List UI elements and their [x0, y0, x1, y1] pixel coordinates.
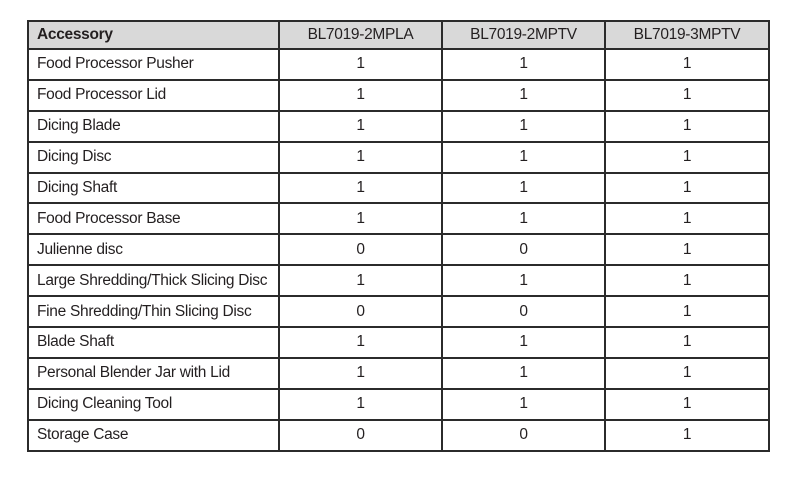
accessory-name-cell: Dicing Blade	[28, 111, 279, 142]
quantity-cell: 1	[605, 389, 769, 420]
quantity-cell: 1	[279, 265, 442, 296]
quantity-cell: 1	[442, 80, 605, 111]
quantity-cell: 1	[279, 49, 442, 80]
accessory-name-cell: Dicing Disc	[28, 142, 279, 173]
quantity-cell: 0	[279, 420, 442, 451]
quantity-cell: 1	[279, 142, 442, 173]
quantity-cell: 1	[605, 173, 769, 204]
quantity-cell: 1	[442, 173, 605, 204]
quantity-cell: 1	[605, 358, 769, 389]
quantity-cell: 1	[442, 49, 605, 80]
quantity-cell: 1	[442, 142, 605, 173]
table-row	[28, 327, 769, 358]
table-row	[28, 203, 769, 234]
table-row	[28, 420, 769, 451]
quantity-cell: 1	[442, 111, 605, 142]
accessory-name-cell: Blade Shaft	[28, 327, 279, 358]
quantity-cell: 1	[442, 358, 605, 389]
accessory-name-cell: Fine Shredding/Thin Slicing Disc	[28, 296, 279, 327]
quantity-cell: 1	[442, 203, 605, 234]
header-accessory: Accessory	[28, 21, 279, 49]
quantity-cell: 1	[279, 80, 442, 111]
quantity-cell: 1	[279, 173, 442, 204]
accessory-name-cell: Food Processor Base	[28, 203, 279, 234]
quantity-cell: 0	[442, 420, 605, 451]
quantity-cell: 1	[605, 49, 769, 80]
quantity-cell: 1	[605, 111, 769, 142]
quantity-cell: 1	[605, 296, 769, 327]
quantity-cell: 0	[279, 234, 442, 265]
table-row	[28, 49, 769, 80]
quantity-cell: 1	[279, 111, 442, 142]
accessory-name-cell: Food Processor Lid	[28, 80, 279, 111]
quantity-cell: 1	[442, 265, 605, 296]
accessory-name-cell: Dicing Cleaning Tool	[28, 389, 279, 420]
quantity-cell: 1	[279, 203, 442, 234]
table-row	[28, 265, 769, 296]
accessory-name-cell: Personal Blender Jar with Lid	[28, 358, 279, 389]
quantity-cell: 0	[442, 296, 605, 327]
accessory-name-cell: Storage Case	[28, 420, 279, 451]
quantity-cell: 1	[279, 358, 442, 389]
quantity-cell: 1	[605, 265, 769, 296]
table-row	[28, 234, 769, 265]
table-row	[28, 173, 769, 204]
accessory-comparison-table	[27, 20, 770, 452]
quantity-cell: 1	[279, 389, 442, 420]
header-model-bl7019-2mpla: BL7019-2MPLA	[279, 21, 442, 49]
quantity-cell: 0	[279, 296, 442, 327]
table-row	[28, 80, 769, 111]
quantity-cell: 1	[442, 327, 605, 358]
accessory-name-cell: Julienne disc	[28, 234, 279, 265]
quantity-cell: 0	[442, 234, 605, 265]
quantity-cell: 1	[605, 420, 769, 451]
quantity-cell: 1	[442, 389, 605, 420]
quantity-cell: 1	[605, 327, 769, 358]
table-row	[28, 358, 769, 389]
table-row	[28, 296, 769, 327]
header-model-bl7019-3mptv: BL7019-3MPTV	[605, 21, 769, 49]
accessory-name-cell: Large Shredding/Thick Slicing Disc	[28, 265, 279, 296]
header-row	[28, 21, 769, 49]
quantity-cell: 1	[605, 142, 769, 173]
quantity-cell: 1	[605, 80, 769, 111]
accessory-name-cell: Dicing Shaft	[28, 173, 279, 204]
quantity-cell: 1	[605, 234, 769, 265]
quantity-cell: 1	[279, 327, 442, 358]
table-row	[28, 142, 769, 173]
quantity-cell: 1	[605, 203, 769, 234]
header-model-bl7019-2mptv: BL7019-2MPTV	[442, 21, 605, 49]
table-row	[28, 389, 769, 420]
table-row	[28, 111, 769, 142]
accessory-name-cell: Food Processor Pusher	[28, 49, 279, 80]
